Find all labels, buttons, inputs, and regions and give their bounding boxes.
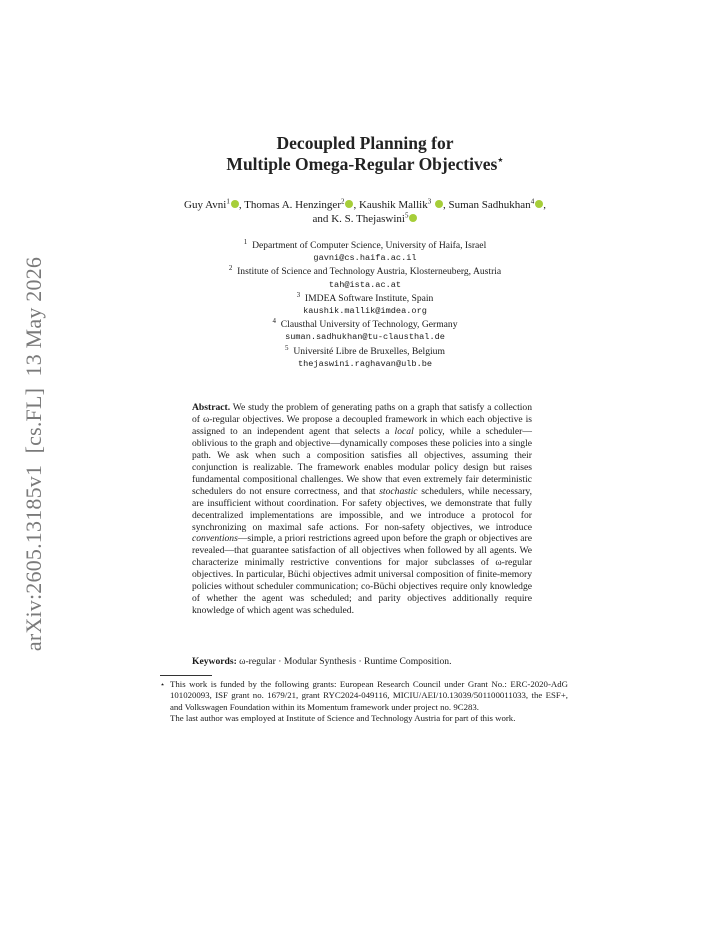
abstract-emphasis: local: [394, 425, 414, 437]
title-line-1: Decoupled Planning for: [276, 133, 454, 153]
abstract-text: We study the problem of generating paths on a graph that satisfy a collection of ω-regular objectives. We propose a decoupled framework in which each objective is assigned to an independent agent that selects a: [192, 402, 532, 437]
affiliation-name: Université Libre de Bruxelles, Belgium: [293, 345, 445, 357]
abstract-text: schedulers, while necessary, are insufficient without coordination. For safety objectives, we demonstrate that fully decentralized implementations are impossible, and we introduce a protocol for synchronizing on maximal safe actions. For non-safety objectives, we introduce: [192, 485, 532, 533]
affiliation: [160, 239, 570, 252]
orcid-icon[interactable]: [535, 200, 543, 208]
arxiv-identifier: arXiv:2605.13185v1 [cs.FL] 13 May 2026: [21, 256, 46, 652]
footnote-divider: [160, 675, 212, 676]
author-affil-mark: 2: [340, 197, 345, 206]
affiliation-mark: 3: [296, 290, 301, 299]
affiliation-name: Clausthal University of Technology, Germany: [280, 319, 458, 331]
orcid-icon[interactable]: [409, 214, 417, 222]
abstract-emphasis: stochastic: [379, 485, 418, 497]
paper-title: [160, 133, 570, 175]
author-and: and: [312, 213, 329, 225]
abstract-text: —simple, a priori restrictions agreed upon before the graph or objectives are revealed—that guarantee satisfaction of all objectives when followed by all agents. We characterize minimally restrictive conventions for major subclasses of ω-regular objectives. In particular, Büchi objectives admit universal composition of finite-memory policies without scheduler communication; co-Büchi objectives require only knowledge of whether the agent was scheduled; and parity objectives additionally require knowledge of which agent was scheduled.: [192, 533, 532, 617]
affiliation-mark: 4: [272, 317, 276, 326]
abstract-text: policy, while a scheduler—oblivious to the graph and objective—dynamically composes these policies into a single path. We ask when such a composition satisfies all objectives, assuming their conjunction is realizable. The framework enables modular policy design but raises fundamental compositional challenges. We show that even extremely fair deterministic schedulers do not ensure correctness, and that: [192, 425, 532, 497]
arxiv-sidebar: [16, 256, 52, 652]
affiliation-list: [160, 239, 570, 371]
abstract-label: Abstract.: [192, 402, 231, 413]
abstract-emphasis: conventions: [192, 533, 238, 545]
keywords-text: ω-regular · Modular Synthesis · Runtime Composition.: [239, 656, 452, 667]
author-name: Suman Sadhukhan: [448, 199, 531, 211]
affiliation-email[interactable]: tah@ista.ac.at: [328, 279, 402, 290]
employment-note: The last author was employed at Institute of Science and Technology Austria for part of this work.: [170, 712, 516, 723]
affiliation-mark: 1: [243, 237, 248, 246]
affiliation-email[interactable]: suman.sadhukhan@tu-clausthal.de: [285, 332, 445, 343]
orcid-icon[interactable]: [345, 200, 353, 208]
author-list: Guy Avni$^1$ , Thomas A. Henzinger$^2$ , Kaushik Mallik$^3$ , Suman Sadhukhan$^4$ , and K. S. Thejaswini$^5$: [184, 197, 546, 225]
affiliation: [160, 318, 570, 331]
affiliation-mark: 2: [228, 264, 233, 273]
keywords: [192, 656, 532, 668]
abstract: [192, 402, 532, 617]
author-name: Kaushik Mallik: [358, 199, 428, 211]
affiliation-name: Department of Computer Science, University of Haifa, Israel: [252, 240, 487, 251]
author-name: Thomas A. Henzinger: [244, 199, 341, 211]
keywords-label: Keywords:: [192, 656, 237, 667]
orcid-icon[interactable]: [231, 200, 239, 208]
affiliation-email[interactable]: kaushik.mallik@imdea.org: [303, 306, 427, 317]
affiliation: [160, 345, 570, 358]
author-affil-mark: 5: [404, 211, 409, 220]
author-name: K. S. Thejaswini: [331, 213, 405, 225]
funding-footnote: [160, 679, 568, 724]
title-footnote-mark[interactable]: ⋆: [497, 155, 504, 167]
footnote-mark: ⋆: [160, 680, 166, 689]
affiliation: [160, 265, 570, 278]
author-affil-mark: 4: [530, 197, 535, 206]
affiliation-name: Institute of Science and Technology Austria, Klosterneuberg, Austria: [237, 266, 502, 278]
affiliation-email[interactable]: gavni@cs.haifa.ac.il: [313, 253, 417, 264]
affiliation-email[interactable]: thejaswini.raghavan@ulb.be: [297, 358, 433, 369]
affiliation-mark: 5: [285, 343, 289, 352]
orcid-icon[interactable]: [435, 200, 443, 208]
author-affil-mark: 1: [226, 197, 230, 206]
funding-text: This work is funded by the following grants: European Research Council under Grant No.: ERC-2020-AdG 101020093, ISF grant no. 1679/21, grant RYC2024-049116, MICIU/AEI/10.13039/501100011033, the ESF+, and Volkswagen Foundation within its Momentum framework under project no. 9C283.: [170, 679, 568, 712]
affiliation: [160, 292, 570, 305]
title-line-2: Multiple Omega-Regular Objectives: [226, 154, 498, 174]
author-name: Guy Avni: [184, 199, 227, 211]
author-affil-mark: 3: [427, 197, 432, 206]
affiliation-name: IMDEA Software Institute, Spain: [304, 292, 434, 304]
